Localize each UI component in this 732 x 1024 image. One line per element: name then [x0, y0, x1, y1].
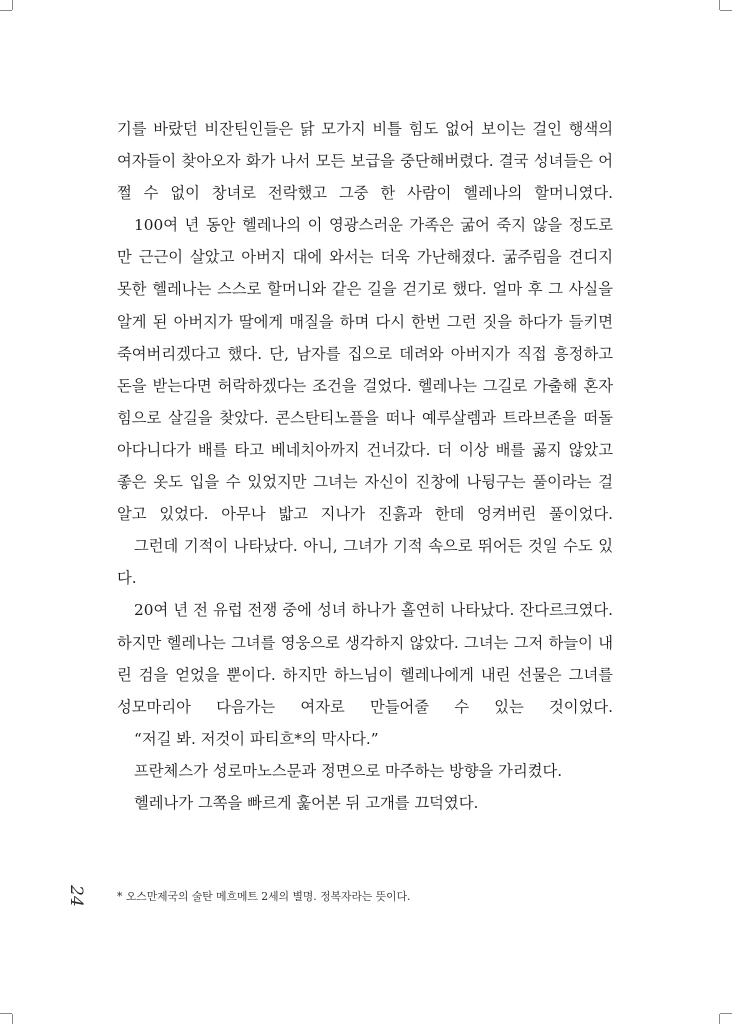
- footnote: * 오스만제국의 술탄 메흐메트 2세의 별명. 정복자라는 뜻이다.: [117, 890, 411, 903]
- paragraph-3: 그런데 기적이 나타났다. 아니, 그녀가 기적 속으로 뛰어든 것일 수도 있다.: [117, 537, 613, 588]
- crop-mark-top-right-vertical: [719, 0, 720, 10]
- body-text: [117, 113, 613, 819]
- page-number: 24: [66, 885, 86, 907]
- crop-mark-top-left-vertical: [12, 0, 13, 10]
- paragraph-7: 헬레나가 그쪽을 빠르게 훑어본 뒤 고개를 끄덕였다.: [134, 793, 479, 812]
- paragraph-2: 100여 년 동안 헬레나의 이 영광스러운 가족은 굶어 죽지 않을 정도로 만 근근이 살았고 아버지 대에 와서는 더욱 가난해졌다. 굶주림을 견디지 못한 헬레나는 스스로 할머니와 같은 길을 걷기로 했다. 얼마 후 그 사실을 알게 된 아버지가 딸에게 매질을 하며 다시 한번 그런 짓을 하다가 들키면 죽여버리겠다고 했다. 단, 남자를 집으로 데려와 아버지가 직접 흥정하고 돈을 받는다면 허락하겠다는 조건을 걸었다. 헬레나는 그길로 가출해 혼자 힘으로 살길을 찾았다. 콘스탄티노플을 떠나 예루살렘과 트라브존을 떠돌아다니다가 배를 타고 베네치아까지 건너갔다. 더 이상 배를 곯지 않았고 좋은 옷도 입을 수 있었지만 그녀는 자신이 진창에 나뒹구는 풀이라는 걸 알고 있었다. 아무나 밟고 지나가 진흙과 한데 엉켜버린 풀이었다.: [117, 216, 613, 524]
- paragraph-1: 기를 바랐던 비잔틴인들은 닭 모가지 비틀 힘도 없어 보이는 걸인 행색의 여자들이 찾아오자 화가 나서 모든 보급을 중단해버렸다. 결국 성녀들은 어쩔 수 없이 창녀로 전락했고 그중 한 사람이 헬레나의 할머니였다.: [117, 120, 613, 203]
- crop-mark-top-left-horizontal: [0, 10, 12, 11]
- crop-mark-bottom-right-horizontal: [720, 1013, 732, 1014]
- paragraph-6: 프란체스가 성로마노스문과 정면으로 마주하는 방향을 가리켰다.: [134, 761, 563, 780]
- paragraph-4: 20여 년 전 유럽 전쟁 중에 성녀 하나가 홀연히 나타났다. 잔다르크였다. 하지만 헬레나는 그녀를 영웅으로 생각하지 않았다. 그녀는 그저 하늘이 내린 검을 얻었을 뿐이다. 하지만 하느님이 헬레나에게 내린 선물은 그녀를 성모마리아 다음가는 여자로 만들어줄 수 있는 것이었다.: [117, 601, 613, 716]
- crop-mark-top-right-horizontal: [720, 10, 732, 11]
- crop-mark-bottom-left-horizontal: [0, 1013, 12, 1014]
- crop-mark-bottom-left-vertical: [12, 1014, 13, 1024]
- dialogue-line: “저길 봐. 저것이 파티흐*의 막사다.”: [134, 729, 379, 748]
- crop-mark-bottom-right-vertical: [719, 1014, 720, 1024]
